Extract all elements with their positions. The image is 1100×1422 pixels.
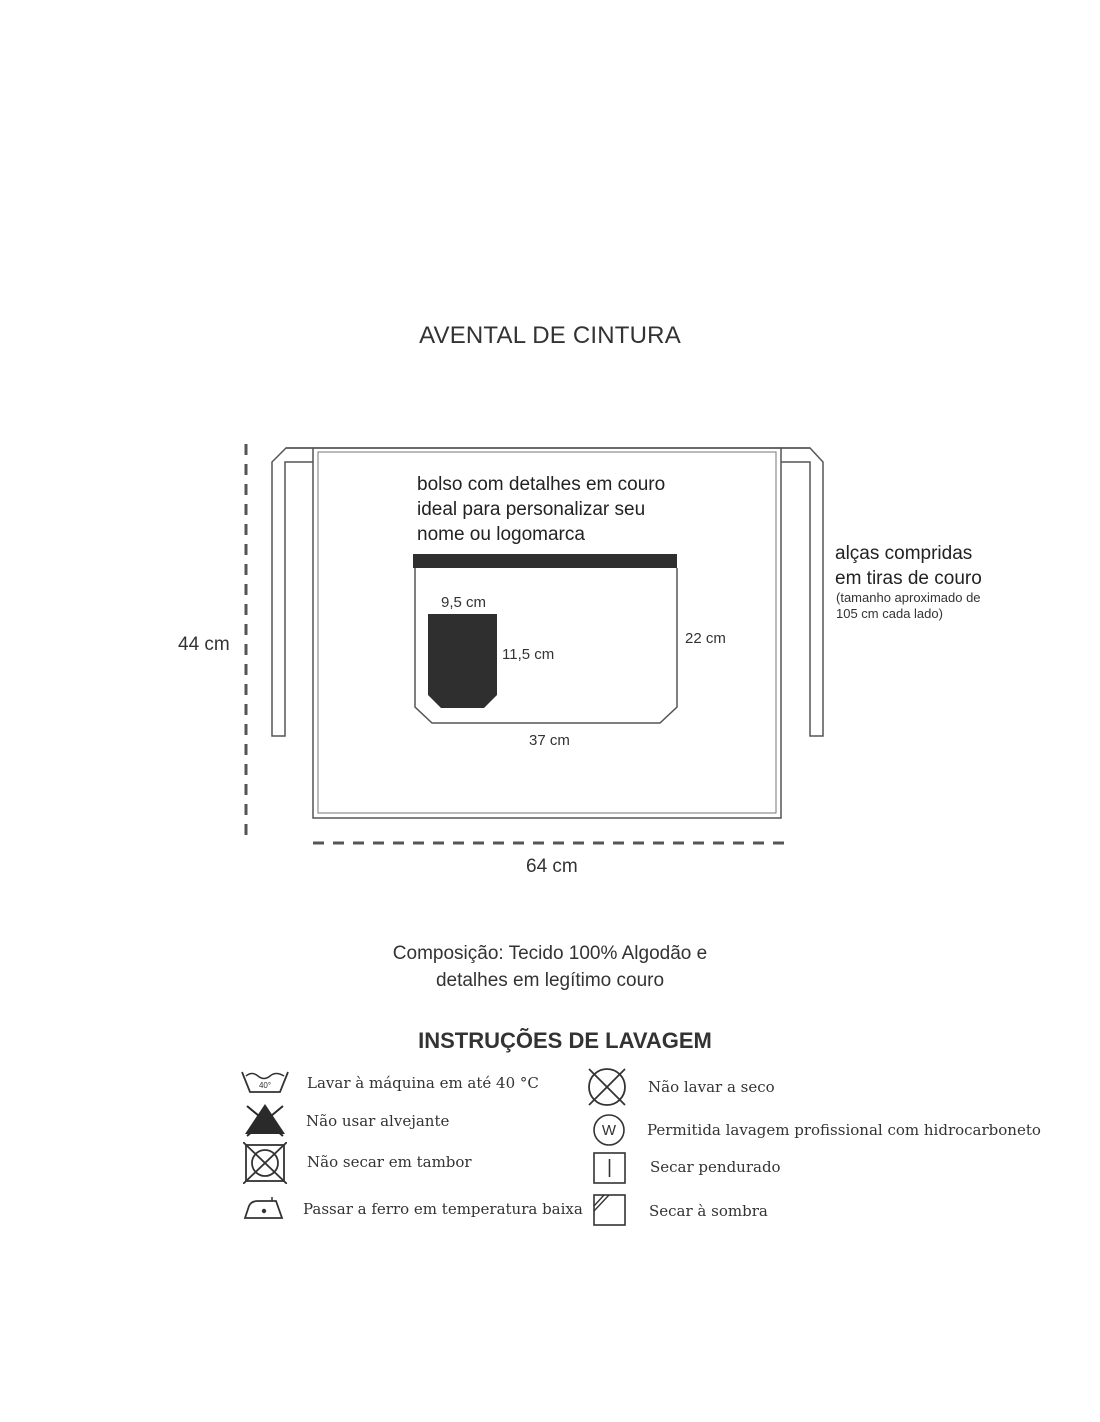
pocket-height-label: 22 cm — [685, 630, 726, 647]
care-label-line-dry: Secar pendurado — [650, 1158, 781, 1176]
page-title: AVENTAL DE CINTURA — [419, 322, 681, 349]
care-label-wash: Lavar à máquina em até 40 °C — [307, 1074, 539, 1092]
right-strap — [781, 448, 823, 736]
composition — [0, 940, 1100, 994]
left-strap — [272, 448, 313, 736]
straps-note-line: em tiras de couro — [835, 568, 982, 589]
no-dry-clean-icon — [585, 1066, 629, 1108]
straps-note — [835, 541, 982, 591]
pocket-note-line: ideal para personalizar seu — [417, 499, 646, 520]
small-pocket-height-label: 11,5 cm — [502, 646, 555, 663]
pocket-note — [417, 472, 665, 547]
composition-line: detalhes em legítimo couro — [435, 970, 665, 991]
straps-detail-line: (tamanho aproximado de — [836, 590, 981, 605]
professional-wet-clean-icon — [591, 1112, 627, 1148]
care-label-no-tumble-dry: Não secar em tambor — [307, 1153, 472, 1171]
straps-note-detail — [836, 590, 981, 622]
no-bleach-icon — [243, 1102, 287, 1138]
iron-low-icon — [242, 1196, 288, 1222]
pocket-note-line: bolso com detalhes em couro — [417, 474, 666, 495]
width-dimension-label: 64 cm — [526, 856, 578, 877]
care-label-professional-clean: Permitida lavagem profissional com hidrocarboneto — [647, 1121, 1041, 1139]
wash-40-icon — [240, 1068, 290, 1096]
dry-in-shade-icon — [592, 1193, 628, 1227]
straps-note-line: alças compridas — [835, 543, 973, 564]
care-label-no-dry-clean: Não lavar a seco — [648, 1078, 775, 1096]
height-dimension-label: 44 cm — [178, 634, 230, 655]
composition-line: Composição: Tecido 100% Algodão e — [392, 943, 708, 964]
pocket-width-label: 37 cm — [529, 732, 570, 749]
wet-clean-letter: W — [601, 1122, 617, 1139]
pocket-leather-band — [413, 554, 677, 568]
care-title: INSTRUÇÕES DE LAVAGEM — [418, 1028, 712, 1053]
small-pocket-width-label: 9,5 cm — [441, 594, 487, 611]
pocket-note-line: nome ou logomarca — [417, 524, 585, 545]
line-dry-icon — [592, 1151, 628, 1185]
care-label-no-bleach: Não usar alvejante — [306, 1112, 450, 1130]
straps-detail-line: 105 cm cada lado) — [836, 606, 943, 621]
care-label-dry-shade: Secar à sombra — [649, 1202, 768, 1220]
small-leather-pocket — [428, 614, 497, 708]
care-label-iron-low: Passar a ferro em temperatura baixa — [303, 1200, 583, 1218]
wash-temp-text: 40° — [258, 1081, 272, 1090]
no-tumble-dry-icon — [243, 1142, 287, 1184]
